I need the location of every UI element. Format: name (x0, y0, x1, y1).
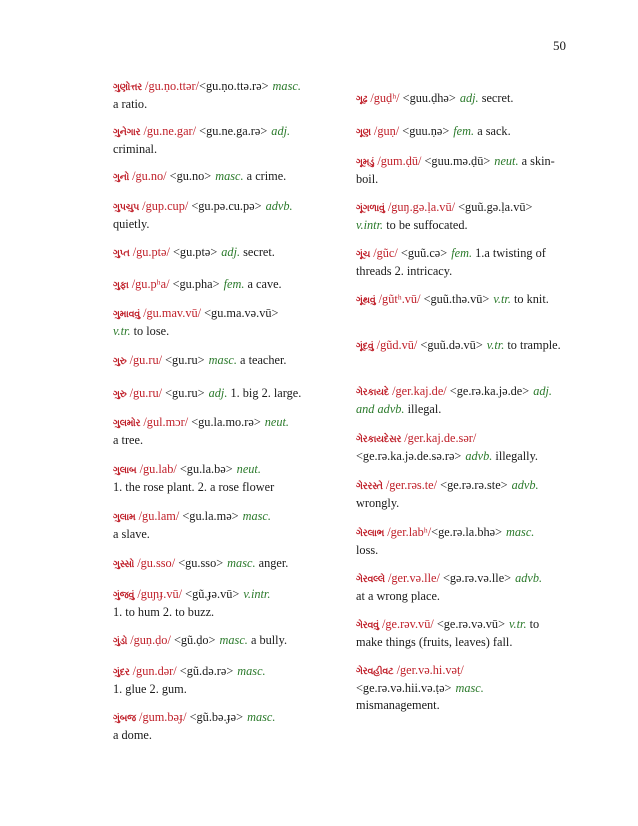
entry-pos: masc. (506, 525, 535, 539)
entry-transliteration: <gu.sso> (178, 556, 224, 570)
entry-pos: masc. (219, 633, 248, 647)
dictionary-entry (113, 663, 325, 698)
entry-transliteration: <gu.no> (169, 169, 212, 183)
entry-transliteration: <ge.rə.ka.jə.de> (449, 384, 530, 398)
entry-ipa: /gu.pʰa/ (131, 277, 170, 291)
dictionary-entry (356, 570, 566, 605)
entry-definition: a teacher. (240, 353, 287, 367)
entry-definition: illegal. (407, 402, 442, 416)
entry-transliteration: <ge.rə.və.hii.və.ṭə> (356, 681, 452, 695)
entry-definition: a sack. (477, 124, 511, 138)
entry-pos: masc. (215, 169, 244, 183)
entry-definition: 1.a twisting of threads 2. intricacy. (356, 246, 546, 278)
dictionary-entry (356, 245, 566, 280)
entry-transliteration: <gũ.bə.ɟə> (189, 710, 244, 724)
entry-pos: advb. (465, 449, 493, 463)
entry-headword: ગુંબજ (113, 713, 136, 724)
dictionary-entry (356, 123, 566, 141)
entry-pos: masc. (227, 556, 256, 570)
entry-transliteration: <gu.ru> (165, 353, 205, 367)
entry-headword: ગૂંથવું (356, 295, 376, 306)
entry-ipa: /gu.mav.vū/ (143, 306, 202, 320)
entry-ipa: /gu.no/ (132, 169, 167, 183)
entry-pos: adj. (208, 386, 228, 400)
dictionary-entry (356, 477, 566, 512)
entry-definition: criminal. (113, 142, 158, 156)
entry-ipa: /ger.labʰ/ (387, 525, 432, 539)
entry-headword: ગેરકાયદે (356, 387, 389, 398)
entry-headword: ગુલમોર (113, 418, 141, 429)
entry-transliteration: <guũ.cə> (400, 246, 448, 260)
entry-headword: ગૂંગળાવું (356, 203, 385, 214)
entry-ipa: /gun.dər/ (132, 664, 177, 678)
entry-definition: at a wrong place. (356, 589, 440, 603)
dictionary-entry (113, 244, 325, 262)
entry-headword: ગુંદર (113, 667, 130, 678)
entry-ipa: /gu.ptə/ (132, 245, 170, 259)
dictionary-entry (113, 385, 325, 403)
entry-pos: advb. (511, 478, 539, 492)
entry-definition: to trample. (507, 338, 561, 352)
entry-transliteration: <guu.ṇə> (402, 124, 450, 138)
entry-transliteration: <ge.rə.və.vū> (436, 617, 505, 631)
entry-definition: secret. (481, 91, 514, 105)
entry-ipa: /gu.ru/ (129, 353, 163, 367)
entry-pos: neut. (264, 415, 289, 429)
entry-definition: 1. big 2. large. (230, 386, 302, 400)
entry-definition: quietly. (113, 217, 150, 231)
entry-transliteration: <ge.rə.rə.ste> (440, 478, 508, 492)
dictionary-entry (113, 632, 325, 650)
entry-definition: to knit. (514, 292, 549, 306)
entry-headword: ગુરુ (113, 356, 127, 367)
dictionary-entry (113, 123, 325, 158)
entry-ipa: /ger.kaj.de.sər/ (404, 431, 477, 445)
entry-pos: masc. (208, 353, 237, 367)
entry-transliteration: <guũ.də.vū> (420, 338, 483, 352)
entry-definition: a dome. (113, 728, 152, 742)
entry-headword: ગુલામ (113, 512, 136, 523)
entry-definition: anger. (258, 556, 289, 570)
entry-definition: to make things (fruits, leaves) fall. (356, 617, 540, 649)
entry-ipa: /ger.kaj.de/ (392, 384, 447, 398)
dictionary-entry (113, 555, 325, 573)
dictionary-entry (356, 430, 566, 465)
dictionary-entry (356, 153, 566, 188)
entry-headword: ગેરવહીવટ (356, 666, 394, 677)
entry-definition: illegally. (495, 449, 538, 463)
dictionary-entry (113, 198, 325, 233)
entry-definition: a slave. (113, 527, 150, 541)
entry-pos: masc. (272, 79, 301, 93)
entry-definition: secret. (243, 245, 275, 259)
entry-pos: fem. (453, 124, 475, 138)
entry-headword: ગુફા (113, 280, 129, 291)
entry-ipa: /gu.lab/ (139, 462, 177, 476)
entry-headword: ગુણોત્તર (113, 82, 142, 93)
entry-ipa: /gũtʰ.vū/ (378, 292, 421, 306)
entry-pos: adj. and advb. (356, 384, 552, 416)
entry-pos: advb. (265, 199, 293, 213)
dictionary-entry (113, 586, 325, 621)
dictionary-entry (356, 291, 566, 309)
entry-pos: masc. (455, 681, 484, 695)
entry-headword: ગુનો (113, 172, 129, 183)
entry-headword: ગેરવલ્લે (356, 574, 385, 585)
entry-headword: ગુલાબ (113, 465, 137, 476)
entry-pos: v.tr. (493, 292, 511, 306)
entry-transliteration: <gu.la.mo.rə> (191, 415, 261, 429)
dictionary-entry (113, 709, 325, 744)
entry-definition: wrongly. (356, 496, 400, 510)
entry-transliteration: <gu.la.mə> (182, 509, 239, 523)
entry-pos: fem. (451, 246, 473, 260)
entry-transliteration: <guu.mə.ḍū> (424, 154, 491, 168)
dictionary-entry (356, 90, 566, 108)
entry-ipa: /gũd.vū/ (376, 338, 418, 352)
entry-definition: to lose. (133, 324, 170, 338)
entry-pos: masc. (237, 664, 266, 678)
entry-definition: to be suffocated. (386, 218, 468, 232)
entry-ipa: /gu.ru/ (129, 386, 163, 400)
entry-headword: ગુપચુપ (113, 202, 140, 213)
entry-ipa: /ger.və.hi.vəṭ/ (396, 663, 464, 677)
entry-ipa: /gũc/ (373, 246, 398, 260)
entry-headword: ગુરુ (113, 389, 127, 400)
entry-headword: ગૂંચ (356, 249, 371, 260)
dictionary-entry (356, 383, 566, 418)
entry-headword: ગૂઢ (356, 94, 368, 105)
entry-headword: ગૂણ (356, 127, 371, 138)
entry-ipa: /gu.ṇo.ttər/ (145, 79, 200, 93)
entry-headword: ગેરરસ્તે (356, 481, 383, 492)
dictionary-entry (356, 199, 566, 234)
entry-transliteration: <gu.ptə> (173, 245, 218, 259)
entry-transliteration: <guũ.thə.vū> (423, 292, 490, 306)
entry-headword: ગુમાવવું (113, 309, 141, 320)
dictionary-entry (113, 305, 325, 340)
entry-headword: ગેરવવું (356, 620, 379, 631)
entry-ipa: /gul.mɔr/ (143, 415, 189, 429)
entry-ipa: /guṇ.ḍo/ (130, 633, 171, 647)
entry-ipa: /gu.lam/ (138, 509, 180, 523)
dictionary-entry (113, 168, 325, 186)
entry-definition: a cave. (247, 277, 282, 291)
entry-transliteration: <guu.ḍhə> (402, 91, 456, 105)
entry-headword: ગેરકાયદેસર (356, 434, 402, 445)
entry-pos: v.tr. (113, 324, 131, 338)
entry-definition: a crime. (246, 169, 287, 183)
entry-transliteration: <gu.ru> (165, 386, 205, 400)
entry-transliteration: <gə.rə.və.lle> (442, 571, 512, 585)
entry-ipa: /gup.cup/ (142, 199, 189, 213)
entry-ipa: /guṇ/ (373, 124, 400, 138)
entry-transliteration: <guũ.gə.ḷa.vū> (458, 200, 533, 214)
entry-pos: neut. (494, 154, 519, 168)
entry-headword: ગુંજવું (113, 590, 135, 601)
entry-transliteration: <gu.ma.və.vū> (204, 306, 279, 320)
entry-transliteration: <gũ.ɟə.vū> (185, 587, 240, 601)
entry-transliteration: <gu.pə.cu.pə> (191, 199, 262, 213)
dictionary-entry (356, 524, 566, 559)
entry-transliteration: <ge.rə.ka.jə.de.sə.rə> (356, 449, 462, 463)
entry-headword: ગુપ્ત (113, 248, 130, 259)
entry-transliteration: <gu.ne.ga.rə> (199, 124, 268, 138)
entry-headword: ગુનેગાર (113, 127, 141, 138)
dictionary-entry (113, 414, 325, 449)
entry-definition: a tree. (113, 433, 144, 447)
entry-headword: ગેરલાભ (356, 528, 385, 539)
entry-transliteration: <gu.pha> (172, 277, 220, 291)
entry-pos: adj. (221, 245, 241, 259)
entry-pos: neut. (236, 462, 261, 476)
entry-pos: v.tr. (509, 617, 527, 631)
dictionary-entry (356, 337, 566, 355)
entry-headword: ગુંડો (113, 636, 128, 647)
dictionary-entry (356, 662, 566, 714)
entry-definition: a skin-boil. (356, 154, 555, 186)
entry-pos: v.tr. (486, 338, 505, 352)
entry-transliteration: <gu.la.bə> (179, 462, 233, 476)
entry-ipa: /guɲɟ.vū/ (137, 587, 183, 601)
dictionary-entry (113, 461, 325, 496)
page-number: 50 (553, 38, 566, 53)
entry-ipa: /guŋ.gə.ḷa.vū/ (387, 200, 456, 214)
entry-definition: 1. glue 2. gum. (113, 682, 187, 696)
dictionary-entry (113, 78, 325, 113)
entry-definition: 1. the rose plant. 2. a rose flower (113, 480, 275, 494)
entry-ipa: /ge.rəv.vū/ (381, 617, 434, 631)
entry-pos: v.intr. (356, 218, 384, 232)
entry-headword: ગુસ્સો (113, 559, 135, 570)
entry-pos: advb. (515, 571, 543, 585)
entry-ipa: /ger.rəs.te/ (385, 478, 438, 492)
entry-transliteration: <gu.ṇo.ttə.rə> (199, 79, 269, 93)
entry-ipa: /gu.sso/ (137, 556, 176, 570)
entry-pos: adj. (459, 91, 479, 105)
entry-pos: masc. (247, 710, 276, 724)
entry-headword: ગૂંદવું (356, 341, 374, 352)
entry-ipa: /gu.ne.gar/ (143, 124, 197, 138)
entry-headword: ગૂમડું (356, 157, 375, 168)
entry-definition: 1. to hum 2. to buzz. (113, 605, 215, 619)
entry-definition: a ratio. (113, 97, 148, 111)
entry-transliteration: <gũ.də.rə> (179, 664, 234, 678)
dictionary-entry (356, 616, 566, 651)
entry-ipa: /gum.bəɟ/ (139, 710, 187, 724)
dictionary-entry (113, 352, 325, 370)
dictionary-entry (113, 508, 325, 543)
entry-transliteration: <gũ.ḍo> (173, 633, 216, 647)
entry-pos: masc. (242, 509, 271, 523)
entry-ipa: /ger.və.lle/ (387, 571, 440, 585)
entry-definition: a bully. (250, 633, 288, 647)
entry-pos: fem. (223, 277, 245, 291)
entry-pos: adj. (271, 124, 291, 138)
entry-ipa: /guḍʰ/ (370, 91, 400, 105)
dictionary-entry (113, 276, 325, 294)
entry-pos: v.intr. (243, 587, 271, 601)
entry-transliteration: <ge.rə.la.bhə> (431, 525, 503, 539)
entry-definition: loss. (356, 543, 379, 557)
entry-definition: mismanagement. (356, 698, 440, 712)
entry-ipa: /gum.ḍū/ (377, 154, 422, 168)
